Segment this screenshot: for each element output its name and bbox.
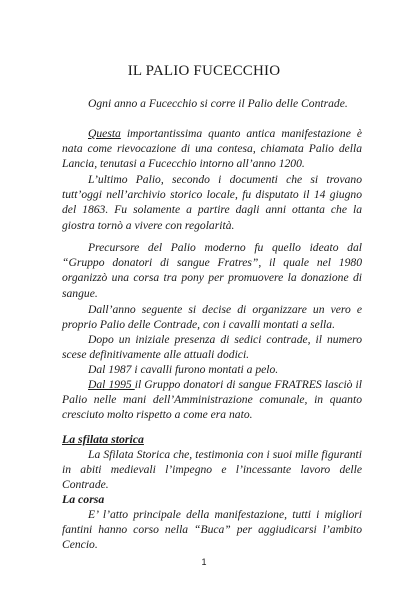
section-text-sfilata: La Sfilata Storica che, testimonia con i suoi mille figuranti in abiti medievali l’impegno e l’incessante lavoro delle Contrade. [62, 448, 362, 492]
paragraph-1987: Dal 1987 i cavalli furono montati a pelo. [88, 363, 279, 376]
paragraph-precursor: Precursore del Palio moderno fu quello ideato dal “Gruppo donatori di sangue Fratres”, il quale nel 1980 organizzò una corsa tra pony per promuovere la donazione di sangue. [62, 241, 362, 300]
page-number: 1 [201, 557, 207, 567]
paragraph-origin-text: importantissima quanto antica manifestazione è nata come rievocazione di una contesa, chiamata Palio della Lancia, tenutasi a Fucecchio intorno all’anno 1200. [62, 127, 362, 171]
paragraph-origin [62, 126, 362, 172]
intro-paragraph: Ogni anno a Fucecchio si corre il Palio delle Contrade. [88, 97, 348, 110]
section-heading-corsa: La corsa [62, 492, 105, 506]
paragraph-following-year: Dall’anno seguente si decise di organizzare un vero e proprio Palio delle Contrade, con i cavalli montati a sella. [62, 303, 362, 332]
paragraph-contrade-count: Dopo un iniziale presenza di sedici contrade, il numero scese definitivamente alle attuali dodici. [62, 333, 362, 362]
paragraph-1995 [62, 377, 362, 423]
section-heading-sfilata: La sfilata storica [62, 432, 144, 446]
paragraph-origin-lead: Questa [88, 127, 121, 140]
paragraph-1995-lead: Dal 1995 [88, 378, 135, 391]
paragraph-last-palio: L’ultimo Palio, secondo i documenti che si trovano tutt’oggi nell’archivio storico locale, fu disputato il 14 giugno del 1863. Fu solamente a partire dagli anni ottanta che la giostra tornò a vivere con regolarità. [62, 173, 362, 232]
paragraph-1995-text: il Gruppo donatori di sangue FRATRES lasciò il Palio nelle mani dell’Amministrazione comunale, in quanto cresciuto molto rispetto a come era nato. [62, 378, 363, 422]
section-text-corsa: E’ l’atto principale della manifestazione, tutti i migliori fantini hanno corso nella “Buca” per aggiudicarsi l’ambito Cencio. [62, 508, 362, 552]
page-title: IL PALIO FUCECCHIO [127, 63, 281, 79]
